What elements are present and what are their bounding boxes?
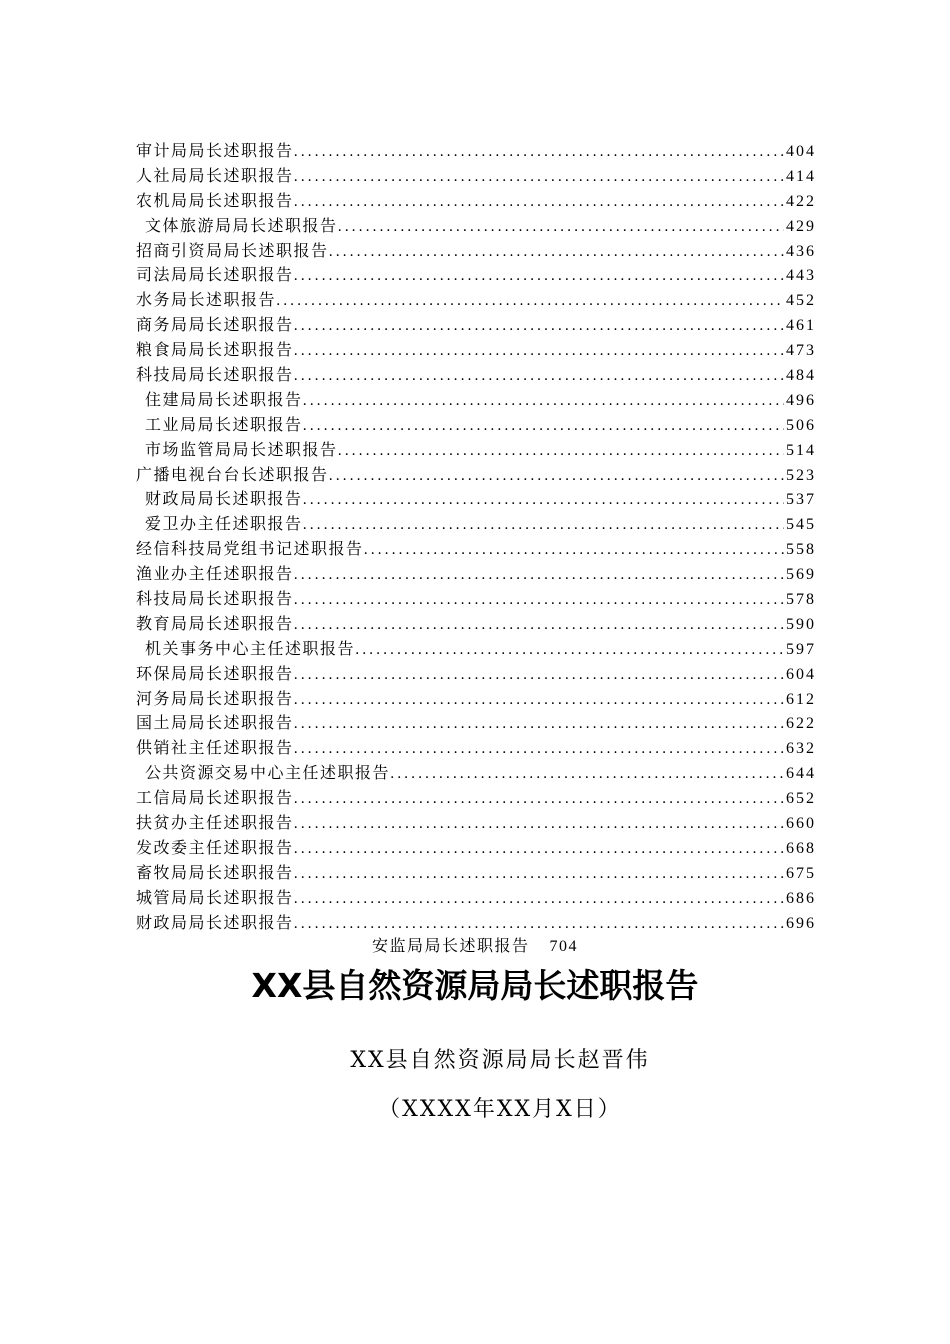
toc-entry-title: 司法局局长述职报告 [136, 265, 294, 285]
toc-entry[interactable] [136, 139, 816, 164]
toc-entry[interactable] [136, 438, 816, 463]
toc-entry-title: 农机局局长述职报告 [136, 190, 294, 210]
toc-entry-title: 发改委主任述职报告 [136, 837, 294, 857]
toc-entry-title: 住建局局长述职报告 [145, 389, 303, 409]
toc-entry-title: 城管局局长述职报告 [136, 887, 294, 907]
toc-leader-dots [294, 663, 784, 688]
toc-leader-dots [329, 464, 784, 489]
toc-entry-page: 404 [786, 143, 816, 160]
toc-leader-dots [338, 215, 784, 240]
toc-entry-page: 578 [786, 591, 816, 609]
toc-leader-dots [294, 190, 784, 215]
toc-entry-page: 597 [786, 640, 816, 658]
toc-entry-page: 461 [786, 317, 816, 335]
toc-entry-title: 财政局局长述职报告 [145, 489, 303, 509]
toc-entry-page: 622 [786, 715, 816, 733]
toc-leader-dots [294, 688, 784, 713]
toc-entry-title: 经信科技局党组书记述职报告 [136, 539, 364, 559]
toc-entry-page: 660 [786, 815, 816, 833]
toc-leader-dots [364, 538, 784, 563]
toc-entry[interactable] [136, 239, 816, 264]
toc-leader-dots [294, 712, 784, 737]
toc-entry-page: 436 [786, 242, 816, 260]
toc-entry[interactable] [136, 164, 816, 189]
toc-entry[interactable] [136, 711, 816, 736]
toc-entry[interactable] [136, 911, 816, 936]
toc-entry-title: 商务局局长述职报告 [136, 315, 294, 335]
toc-leader-dots [294, 165, 784, 190]
toc-entry-page: 612 [786, 690, 816, 708]
toc-leader-dots [294, 140, 784, 165]
toc-entry-title: 水务局长述职报告 [136, 290, 277, 310]
toc-entry-page: 523 [786, 466, 816, 484]
toc-entry-page: 696 [786, 914, 816, 932]
toc-entry[interactable] [136, 338, 816, 363]
toc-entry[interactable] [136, 512, 816, 537]
toc-entry-title: 河务局局长述职报告 [136, 688, 294, 708]
toc-entry-title: 文体旅游局局长述职报告 [145, 215, 338, 235]
toc-entry-page: 632 [786, 740, 816, 758]
toc-entry-title: 工业局局长述职报告 [145, 414, 303, 434]
toc-entry-page: 514 [786, 441, 816, 459]
toc-leader-dots [303, 488, 784, 513]
toc-entry[interactable] [136, 861, 816, 886]
toc-leader-dots [355, 638, 784, 663]
toc-entry-page: 604 [786, 665, 816, 683]
toc-entry[interactable] [136, 413, 816, 438]
toc-entry[interactable] [136, 313, 816, 338]
toc-entry-title: 工信局局长述职报告 [136, 788, 294, 808]
toc-entry-title: 畜牧局局长述职报告 [136, 862, 294, 882]
toc-entry-page: 704 [549, 938, 578, 955]
toc-entry[interactable] [136, 363, 816, 388]
toc-entry[interactable] [136, 189, 816, 214]
document-author: XX县自然资源局局长赵晋伟 [350, 1048, 650, 1073]
toc-entry[interactable] [136, 687, 816, 712]
toc-entry[interactable] [136, 288, 816, 313]
toc-entry-title: 财政局局长述职报告 [136, 912, 294, 932]
toc-entry-page: 484 [786, 367, 816, 385]
toc-entry[interactable] [136, 786, 816, 811]
toc-entry[interactable] [136, 836, 816, 861]
toc-entry-page: 668 [786, 839, 816, 857]
toc-entry-page: 675 [786, 864, 816, 882]
toc-entry-title: 扶贫办主任述职报告 [136, 813, 294, 833]
toc-entry[interactable] [136, 388, 816, 413]
toc-entry-title: 科技局局长述职报告 [136, 589, 294, 609]
toc-entry-title: 审计局局长述职报告 [136, 141, 294, 160]
toc-entry-title: 市场监管局局长述职报告 [145, 439, 338, 459]
toc-leader-dots [294, 364, 784, 389]
toc-entry-page: 652 [786, 790, 816, 808]
toc-last-entry [0, 934, 950, 959]
toc-leader-dots [390, 762, 784, 787]
toc-leader-dots [294, 862, 784, 887]
toc-entry-page: 590 [786, 615, 816, 633]
toc-entry[interactable] [136, 761, 816, 786]
toc-leader-dots [276, 289, 784, 314]
table-of-contents [136, 139, 816, 936]
toc-leader-dots [303, 414, 784, 439]
toc-entry-page: 506 [786, 416, 816, 434]
toc-entry-page: 452 [786, 292, 816, 310]
toc-leader-dots [294, 887, 784, 912]
toc-leader-dots [294, 563, 784, 588]
toc-entry-page: 414 [786, 167, 816, 185]
toc-leader-dots [338, 439, 784, 464]
toc-entry-title: 教育局局长述职报告 [136, 613, 294, 633]
toc-entry-page: 558 [786, 541, 816, 559]
toc-entry-page: 422 [786, 192, 816, 210]
toc-entry-title: 公共资源交易中心主任述职报告 [145, 763, 391, 783]
toc-entry[interactable] [136, 886, 816, 911]
toc-entry-title: 环保局局长述职报告 [136, 663, 294, 683]
toc-entry[interactable] [136, 662, 816, 687]
toc-leader-dots [294, 613, 784, 638]
toc-leader-dots [294, 737, 784, 762]
toc-entry-page: 644 [786, 765, 816, 783]
toc-entry[interactable] [136, 637, 816, 662]
document-date: （XXXX年XX月X日） [378, 1097, 622, 1122]
toc-leader-dots [294, 837, 784, 862]
toc-entry-page: 569 [786, 566, 816, 584]
toc-entry[interactable] [136, 463, 816, 488]
toc-entry-title: 科技局局长述职报告 [136, 365, 294, 385]
toc-entry-title: 广播电视台台长述职报告 [136, 464, 329, 484]
toc-entry-page: 496 [786, 391, 816, 409]
toc-entry[interactable] [136, 214, 816, 239]
toc-leader-dots [303, 513, 784, 538]
toc-entry-title: 机关事务中心主任述职报告 [145, 638, 356, 658]
toc-leader-dots [294, 588, 784, 613]
document-title: XX县自然资源局局长述职报告 [251, 966, 699, 1005]
toc-entry[interactable] [136, 562, 816, 587]
toc-entry[interactable] [136, 537, 816, 562]
toc-leader-dots [294, 787, 784, 812]
toc-entry-page: 473 [786, 342, 816, 360]
toc-entry-title: 渔业办主任述职报告 [136, 564, 294, 584]
toc-entry-page: 537 [786, 491, 816, 509]
toc-entry-title: 安监局局长述职报告 [371, 936, 530, 955]
toc-entry[interactable] [136, 263, 816, 288]
toc-entry-title: 国土局局长述职报告 [136, 713, 294, 733]
toc-leader-dots [294, 812, 784, 837]
toc-entry-title: 人社局局长述职报告 [136, 165, 294, 185]
toc-entry[interactable] [136, 612, 816, 637]
toc-entry[interactable] [136, 736, 816, 761]
toc-entry-title: 粮食局局长述职报告 [136, 340, 294, 360]
toc-leader-dots [294, 912, 784, 937]
toc-entry[interactable] [136, 811, 816, 836]
toc-entry-title: 招商引资局局长述职报告 [136, 240, 329, 260]
toc-entry-page: 429 [786, 217, 816, 235]
toc-leader-dots [329, 240, 784, 265]
toc-leader-dots [303, 389, 784, 414]
toc-entry-title: 供销社主任述职报告 [136, 738, 294, 758]
toc-entry[interactable] [136, 587, 816, 612]
toc-entry-page: 443 [786, 267, 816, 285]
toc-entry[interactable] [136, 487, 816, 512]
toc-leader-dots [294, 314, 784, 339]
toc-entry-page: 686 [786, 889, 816, 907]
toc-entry-title: 爱卫办主任述职报告 [145, 514, 303, 534]
toc-entry-page: 545 [786, 516, 816, 534]
toc-leader-dots [294, 264, 784, 289]
toc-leader-dots [294, 339, 784, 364]
